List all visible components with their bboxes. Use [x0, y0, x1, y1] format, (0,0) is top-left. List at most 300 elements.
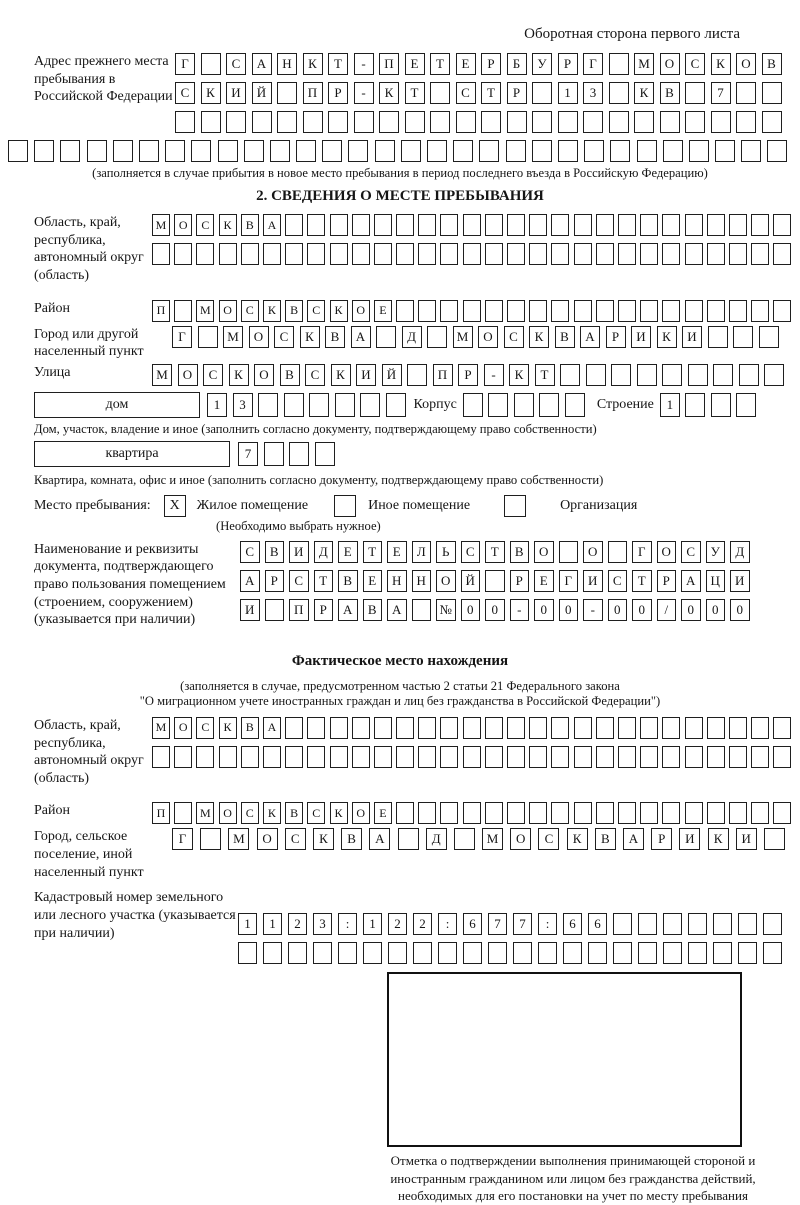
char-box[interactable] — [532, 140, 552, 162]
char-box[interactable]: 1 — [558, 82, 578, 104]
char-box[interactable]: Т — [632, 570, 652, 592]
char-box[interactable]: В — [595, 828, 616, 850]
char-box[interactable] — [440, 243, 458, 265]
char-box[interactable] — [711, 393, 731, 417]
char-box[interactable] — [618, 746, 636, 768]
char-box[interactable]: А — [580, 326, 600, 348]
char-box[interactable]: Й — [461, 570, 481, 592]
char-box[interactable] — [618, 802, 636, 824]
char-box[interactable] — [711, 111, 731, 133]
char-box[interactable] — [529, 243, 547, 265]
char-box[interactable] — [662, 243, 680, 265]
char-box[interactable] — [685, 300, 703, 322]
char-box[interactable] — [354, 111, 374, 133]
char-box[interactable] — [374, 243, 392, 265]
char-box[interactable]: К — [708, 828, 729, 850]
dom-field-box[interactable]: дом — [34, 392, 200, 418]
char-box[interactable]: 0 — [608, 599, 628, 621]
char-box[interactable] — [662, 214, 680, 236]
char-box[interactable] — [529, 802, 547, 824]
char-box[interactable] — [463, 942, 482, 964]
char-box[interactable]: - — [510, 599, 530, 621]
char-box[interactable]: И — [240, 599, 260, 621]
char-box[interactable] — [263, 243, 281, 265]
char-box[interactable]: М — [152, 717, 170, 739]
char-box[interactable]: О — [510, 828, 531, 850]
char-box[interactable] — [360, 393, 380, 417]
char-box[interactable] — [707, 802, 725, 824]
char-box[interactable]: А — [681, 570, 701, 592]
char-box[interactable] — [485, 746, 503, 768]
char-box[interactable] — [729, 746, 747, 768]
char-box[interactable] — [219, 243, 237, 265]
char-box[interactable] — [762, 111, 782, 133]
char-box[interactable]: К — [229, 364, 249, 386]
char-box[interactable]: 7 — [488, 913, 507, 935]
char-box[interactable] — [640, 243, 658, 265]
char-box[interactable] — [313, 942, 332, 964]
char-box[interactable] — [506, 140, 526, 162]
char-box[interactable] — [741, 140, 761, 162]
char-box[interactable] — [463, 746, 481, 768]
char-box[interactable] — [729, 214, 747, 236]
char-box[interactable] — [713, 913, 732, 935]
char-box[interactable] — [165, 140, 185, 162]
char-box[interactable] — [763, 913, 782, 935]
char-box[interactable]: М — [453, 326, 473, 348]
char-box[interactable] — [485, 243, 503, 265]
char-box[interactable] — [386, 393, 406, 417]
char-box[interactable] — [609, 82, 629, 104]
char-box[interactable]: С — [241, 802, 259, 824]
char-box[interactable] — [584, 140, 604, 162]
char-box[interactable]: 2 — [288, 913, 307, 935]
char-box[interactable] — [660, 111, 680, 133]
inoe-checkbox[interactable] — [334, 495, 356, 517]
char-box[interactable] — [507, 243, 525, 265]
char-box[interactable]: Д — [426, 828, 447, 850]
char-box[interactable] — [396, 214, 414, 236]
char-box[interactable] — [454, 828, 475, 850]
char-box[interactable] — [751, 717, 769, 739]
char-box[interactable] — [558, 111, 578, 133]
char-box[interactable] — [440, 746, 458, 768]
char-box[interactable] — [662, 746, 680, 768]
char-box[interactable]: Р — [657, 570, 677, 592]
char-box[interactable] — [440, 802, 458, 824]
char-box[interactable]: С — [608, 570, 628, 592]
organizatsiya-checkbox[interactable] — [504, 495, 526, 517]
char-box[interactable] — [488, 393, 508, 417]
char-box[interactable] — [418, 214, 436, 236]
char-box[interactable]: К — [303, 53, 323, 75]
char-box[interactable]: К — [300, 326, 320, 348]
char-box[interactable] — [307, 746, 325, 768]
char-box[interactable] — [456, 111, 476, 133]
char-box[interactable]: И — [682, 326, 702, 348]
char-box[interactable] — [685, 717, 703, 739]
char-box[interactable]: В — [338, 570, 358, 592]
char-box[interactable] — [201, 111, 221, 133]
char-box[interactable] — [485, 570, 505, 592]
char-box[interactable] — [574, 300, 592, 322]
char-box[interactable] — [485, 717, 503, 739]
char-box[interactable] — [418, 243, 436, 265]
char-box[interactable] — [363, 942, 382, 964]
char-box[interactable]: О — [219, 802, 237, 824]
char-box[interactable] — [252, 111, 272, 133]
char-box[interactable] — [463, 393, 483, 417]
char-box[interactable] — [685, 746, 703, 768]
char-box[interactable] — [277, 82, 297, 104]
char-box[interactable] — [762, 82, 782, 104]
char-box[interactable] — [618, 300, 636, 322]
char-box[interactable] — [751, 746, 769, 768]
char-box[interactable]: А — [623, 828, 644, 850]
char-box[interactable] — [685, 214, 703, 236]
char-box[interactable]: Т — [481, 82, 501, 104]
char-box[interactable]: С — [681, 541, 701, 563]
char-box[interactable]: Р — [510, 570, 530, 592]
char-box[interactable]: Е — [387, 541, 407, 563]
char-box[interactable]: О — [174, 214, 192, 236]
char-box[interactable] — [551, 300, 569, 322]
char-box[interactable] — [407, 364, 427, 386]
char-box[interactable]: С — [241, 300, 259, 322]
char-box[interactable]: Т — [485, 541, 505, 563]
char-box[interactable]: К — [219, 717, 237, 739]
char-box[interactable] — [559, 541, 579, 563]
char-box[interactable] — [379, 111, 399, 133]
char-box[interactable]: Е — [456, 53, 476, 75]
char-box[interactable] — [715, 140, 735, 162]
char-box[interactable] — [574, 214, 592, 236]
char-box[interactable]: Ь — [436, 541, 456, 563]
char-box[interactable] — [574, 746, 592, 768]
char-box[interactable]: А — [263, 717, 281, 739]
char-box[interactable] — [538, 942, 557, 964]
char-box[interactable]: К — [201, 82, 221, 104]
char-box[interactable]: С — [307, 300, 325, 322]
char-box[interactable]: И — [226, 82, 246, 104]
char-box[interactable]: 2 — [413, 913, 432, 935]
char-box[interactable]: У — [706, 541, 726, 563]
char-box[interactable] — [560, 364, 580, 386]
char-box[interactable] — [348, 140, 368, 162]
char-box[interactable]: Е — [534, 570, 554, 592]
char-box[interactable] — [440, 214, 458, 236]
char-box[interactable] — [611, 364, 631, 386]
char-box[interactable]: В — [241, 214, 259, 236]
char-box[interactable] — [736, 393, 756, 417]
char-box[interactable] — [729, 802, 747, 824]
char-box[interactable] — [463, 300, 481, 322]
char-box[interactable] — [751, 243, 769, 265]
char-box[interactable] — [453, 140, 473, 162]
char-box[interactable] — [596, 746, 614, 768]
char-box[interactable]: К — [711, 53, 731, 75]
char-box[interactable] — [596, 214, 614, 236]
char-box[interactable] — [330, 243, 348, 265]
char-box[interactable]: 6 — [563, 913, 582, 935]
char-box[interactable]: О — [254, 364, 274, 386]
char-box[interactable]: С — [285, 828, 306, 850]
char-box[interactable]: Р — [314, 599, 334, 621]
char-box[interactable] — [396, 300, 414, 322]
char-box[interactable] — [174, 802, 192, 824]
char-box[interactable]: Й — [252, 82, 272, 104]
char-box[interactable]: П — [379, 53, 399, 75]
char-box[interactable] — [551, 214, 569, 236]
char-box[interactable] — [736, 111, 756, 133]
char-box[interactable]: Г — [583, 53, 603, 75]
char-box[interactable] — [588, 942, 607, 964]
char-box[interactable]: О — [583, 541, 603, 563]
char-box[interactable] — [330, 717, 348, 739]
char-box[interactable]: - — [354, 53, 374, 75]
char-box[interactable] — [174, 300, 192, 322]
char-box[interactable]: 0 — [485, 599, 505, 621]
char-box[interactable]: 7 — [711, 82, 731, 104]
char-box[interactable]: Р — [558, 53, 578, 75]
char-box[interactable] — [376, 326, 396, 348]
char-box[interactable] — [640, 802, 658, 824]
char-box[interactable]: О — [352, 802, 370, 824]
char-box[interactable] — [244, 140, 264, 162]
char-box[interactable]: Е — [363, 570, 383, 592]
char-box[interactable]: С — [504, 326, 524, 348]
char-box[interactable] — [196, 746, 214, 768]
char-box[interactable]: С — [240, 541, 260, 563]
char-box[interactable] — [270, 140, 290, 162]
char-box[interactable] — [258, 393, 278, 417]
char-box[interactable]: К — [263, 802, 281, 824]
char-box[interactable]: : — [538, 913, 557, 935]
char-box[interactable]: И — [289, 541, 309, 563]
char-box[interactable] — [634, 111, 654, 133]
char-box[interactable] — [488, 942, 507, 964]
char-box[interactable] — [596, 802, 614, 824]
char-box[interactable]: П — [303, 82, 323, 104]
char-box[interactable] — [405, 111, 425, 133]
char-box[interactable] — [507, 300, 525, 322]
char-box[interactable] — [307, 717, 325, 739]
char-box[interactable] — [583, 111, 603, 133]
char-box[interactable] — [773, 243, 791, 265]
char-box[interactable]: И — [631, 326, 651, 348]
char-box[interactable] — [375, 140, 395, 162]
char-box[interactable] — [773, 746, 791, 768]
char-box[interactable] — [663, 140, 683, 162]
char-box[interactable] — [479, 140, 499, 162]
char-box[interactable] — [738, 942, 757, 964]
char-box[interactable]: А — [252, 53, 272, 75]
char-box[interactable]: О — [249, 326, 269, 348]
char-box[interactable] — [707, 746, 725, 768]
char-box[interactable]: А — [338, 599, 358, 621]
char-box[interactable]: Т — [430, 53, 450, 75]
char-box[interactable]: С — [274, 326, 294, 348]
char-box[interactable] — [463, 802, 481, 824]
char-box[interactable]: : — [438, 913, 457, 935]
char-box[interactable]: Р — [458, 364, 478, 386]
char-box[interactable] — [610, 140, 630, 162]
char-box[interactable] — [574, 802, 592, 824]
char-box[interactable]: И — [356, 364, 376, 386]
char-box[interactable] — [618, 717, 636, 739]
char-box[interactable]: Д — [314, 541, 334, 563]
char-box[interactable]: И — [730, 570, 750, 592]
char-box[interactable]: М — [152, 364, 172, 386]
char-box[interactable]: 0 — [632, 599, 652, 621]
char-box[interactable] — [532, 82, 552, 104]
zhiloe-checkbox[interactable]: X — [164, 495, 186, 517]
char-box[interactable] — [330, 746, 348, 768]
char-box[interactable] — [685, 802, 703, 824]
char-box[interactable]: Д — [402, 326, 422, 348]
char-box[interactable]: А — [387, 599, 407, 621]
char-box[interactable]: К — [567, 828, 588, 850]
char-box[interactable]: Р — [328, 82, 348, 104]
char-box[interactable] — [640, 717, 658, 739]
char-box[interactable]: 1 — [238, 913, 257, 935]
char-box[interactable] — [481, 111, 501, 133]
char-box[interactable]: В — [762, 53, 782, 75]
char-box[interactable] — [707, 243, 725, 265]
char-box[interactable] — [713, 942, 732, 964]
char-box[interactable]: Т — [535, 364, 555, 386]
char-box[interactable] — [315, 442, 335, 466]
char-box[interactable] — [596, 243, 614, 265]
char-box[interactable]: К — [634, 82, 654, 104]
char-box[interactable] — [767, 140, 787, 162]
char-box[interactable] — [764, 828, 785, 850]
char-box[interactable] — [200, 828, 221, 850]
char-box[interactable] — [285, 717, 303, 739]
char-box[interactable] — [773, 802, 791, 824]
char-box[interactable] — [662, 802, 680, 824]
char-box[interactable] — [219, 746, 237, 768]
char-box[interactable] — [113, 140, 133, 162]
char-box[interactable]: Т — [328, 53, 348, 75]
char-box[interactable] — [418, 717, 436, 739]
char-box[interactable] — [485, 300, 503, 322]
char-box[interactable] — [289, 442, 309, 466]
char-box[interactable]: / — [657, 599, 677, 621]
char-box[interactable]: Р — [265, 570, 285, 592]
char-box[interactable] — [751, 802, 769, 824]
char-box[interactable]: Н — [387, 570, 407, 592]
char-box[interactable]: Р — [606, 326, 626, 348]
char-box[interactable] — [733, 326, 753, 348]
char-box[interactable] — [60, 140, 80, 162]
char-box[interactable]: 6 — [588, 913, 607, 935]
char-box[interactable] — [640, 746, 658, 768]
char-box[interactable]: 0 — [706, 599, 726, 621]
char-box[interactable]: И — [679, 828, 700, 850]
char-box[interactable] — [396, 802, 414, 824]
char-box[interactable] — [277, 111, 297, 133]
char-box[interactable] — [713, 364, 733, 386]
char-box[interactable] — [338, 942, 357, 964]
char-box[interactable] — [688, 942, 707, 964]
char-box[interactable]: В — [285, 802, 303, 824]
char-box[interactable]: Р — [651, 828, 672, 850]
char-box[interactable] — [352, 746, 370, 768]
char-box[interactable]: О — [257, 828, 278, 850]
char-box[interactable]: П — [152, 802, 170, 824]
char-box[interactable]: О — [219, 300, 237, 322]
char-box[interactable] — [565, 393, 585, 417]
char-box[interactable] — [152, 243, 170, 265]
char-box[interactable] — [8, 140, 28, 162]
char-box[interactable] — [485, 802, 503, 824]
char-box[interactable] — [551, 802, 569, 824]
char-box[interactable]: 0 — [681, 599, 701, 621]
char-box[interactable]: Г — [172, 828, 193, 850]
char-box[interactable]: - — [583, 599, 603, 621]
char-box[interactable] — [596, 717, 614, 739]
char-box[interactable]: П — [289, 599, 309, 621]
char-box[interactable] — [663, 942, 682, 964]
char-box[interactable]: И — [583, 570, 603, 592]
char-box[interactable] — [226, 111, 246, 133]
char-box[interactable] — [507, 717, 525, 739]
char-box[interactable]: Т — [405, 82, 425, 104]
char-box[interactable]: С — [196, 214, 214, 236]
char-box[interactable] — [288, 942, 307, 964]
char-box[interactable]: 0 — [534, 599, 554, 621]
char-box[interactable] — [514, 393, 534, 417]
char-box[interactable]: К — [313, 828, 334, 850]
char-box[interactable]: 1 — [363, 913, 382, 935]
char-box[interactable] — [284, 393, 304, 417]
char-box[interactable] — [739, 364, 759, 386]
char-box[interactable]: О — [178, 364, 198, 386]
char-box[interactable] — [539, 393, 559, 417]
char-box[interactable]: 3 — [233, 393, 253, 417]
char-box[interactable]: С — [307, 802, 325, 824]
char-box[interactable] — [285, 746, 303, 768]
char-box[interactable] — [263, 746, 281, 768]
char-box[interactable]: - — [484, 364, 504, 386]
char-box[interactable]: П — [152, 300, 170, 322]
char-box[interactable]: О — [660, 53, 680, 75]
char-box[interactable]: 7 — [238, 442, 258, 466]
char-box[interactable] — [440, 300, 458, 322]
char-box[interactable]: Й — [382, 364, 402, 386]
char-box[interactable] — [638, 942, 657, 964]
char-box[interactable] — [773, 300, 791, 322]
char-box[interactable]: К — [529, 326, 549, 348]
char-box[interactable] — [563, 942, 582, 964]
char-box[interactable] — [773, 214, 791, 236]
char-box[interactable] — [296, 140, 316, 162]
char-box[interactable] — [551, 717, 569, 739]
char-box[interactable]: О — [736, 53, 756, 75]
char-box[interactable] — [507, 214, 525, 236]
char-box[interactable] — [196, 243, 214, 265]
char-box[interactable]: С — [685, 53, 705, 75]
char-box[interactable]: С — [203, 364, 223, 386]
char-box[interactable]: В — [265, 541, 285, 563]
char-box[interactable]: В — [510, 541, 530, 563]
char-box[interactable]: А — [369, 828, 390, 850]
char-box[interactable] — [427, 326, 447, 348]
char-box[interactable] — [729, 300, 747, 322]
char-box[interactable] — [463, 243, 481, 265]
char-box[interactable] — [241, 243, 259, 265]
